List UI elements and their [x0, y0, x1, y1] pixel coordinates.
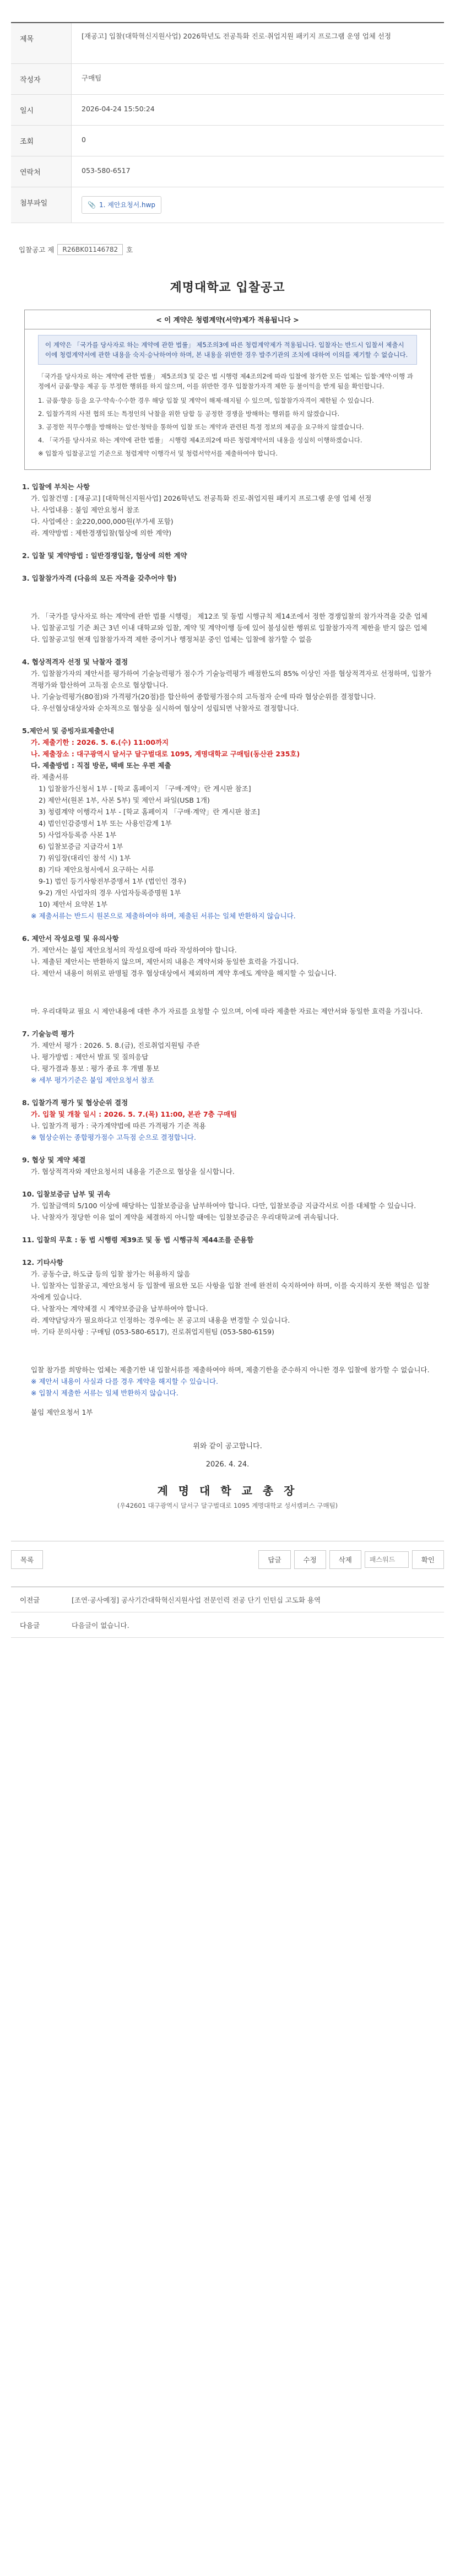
meta-row-contact [11, 156, 444, 187]
section-heading: 5.제안서 및 증빙자료제출안내 [22, 727, 115, 735]
section-line: 다. 제안서 내용이 허위로 판명될 경우 협상대상에서 제외하며 계약 후에도 계약을 해지할 수 있습니다. [31, 969, 337, 977]
section-line: 1) 입찰참가신청서 1부 - [학교 홈페이지 「구매·계약」란 게시판 참조] [39, 784, 251, 793]
next-post-row [11, 1612, 444, 1638]
section-line: ※ 협상순위는 종합평가점수 고득점 순으로 결정합니다. [31, 1133, 196, 1141]
paperclip-icon: 📎 [88, 201, 96, 209]
section-line: 가. 공동수급, 하도급 등의 입찰 참가는 허용하지 않음 [31, 1270, 191, 1278]
section-line: 마. 우리대학교 필요 시 제안내용에 대한 추가 자료를 요청할 수 있으며, 이에 따라 제출한 자료는 제안서와 동일한 효력을 가집니다. [31, 1007, 423, 1015]
section-line: 가. 협상적격자와 제안요청서의 내용을 기준으로 협상을 실시합니다. [31, 1167, 235, 1176]
section-heading: 8. 입찰가격 평가 및 협상순위 결정 [22, 1098, 128, 1107]
section-line [22, 1399, 433, 1406]
section-heading: 4. 협상적격자 선정 및 낙찰자 결정 [22, 658, 128, 666]
integrity-notice-item: 3. 공정한 직무수행을 방해하는 알선·청탁을 통하여 입찰 또는 계약과 관련된 특정 정보의 제공을 요구하지 않겠습니다. [38, 423, 364, 431]
document-title: 계명대학교 입찰공고 [170, 280, 285, 295]
prev-post-title[interactable]: [조연·공사예정] 공사기간대학혁신지원사업 전문인력 전공 단기 인턴십 고도화 용역 [72, 1595, 321, 1604]
edit-button[interactable]: 수정 [294, 1550, 326, 1569]
issuer-address: (우42601 대구광역시 달서구 달구벌대로 1095 계명대학교 성서캠퍼스 구매팀) [117, 1502, 338, 1509]
closing-statement: 위와 같이 공고합니다. [193, 1442, 262, 1451]
integrity-notice-box [24, 310, 431, 470]
section-line: 마. 기타 문의사항 : 구매팀 (053-580-6517), 진로취업지원팀 (053-580-6159) [31, 1328, 274, 1336]
section-line: 입찰 참가를 희망하는 업체는 제출기한 내 입찰서류를 제출하여야 하며, 제출기한을 준수하지 아니한 경우 입찰에 참가할 수 없습니다. [31, 1366, 430, 1374]
section-line: 붙임 제안요청서 1부 [31, 1408, 93, 1416]
post-title: [재공고] 입찰(대학혁신지원사업) 2026학년도 전공특화 진로·취업지원 패키지 프로그램 운영 업체 선정 [82, 32, 391, 40]
section-line: 7) 위임장(대리인 참석 시) 1부 [39, 854, 131, 862]
section-line: 8) 기타 제안요청서에서 요구하는 서류 [39, 865, 154, 874]
section-line: 2) 제안서(원본 1부, 사본 5부) 및 제안서 파일(USB 1개) [39, 796, 210, 804]
section-line: 가. 「국가를 당사자로 하는 계약에 관한 법률 시행령」 제12조 및 동법 시행규칙 제14조에서 정한 경쟁입찰의 참가자격을 갖춘 업체 [31, 612, 428, 620]
section-line: 다. 평가결과 통보 : 평가 종료 후 개별 통보 [31, 1064, 160, 1073]
meta-label: 첨부파일 [11, 187, 72, 223]
section-line: 다. 낙찰자는 계약체결 시 계약보증금을 납부하여야 합니다. [31, 1305, 208, 1313]
section-line: 나. 입찰가격 평가 : 국가계약법에 따른 가격평가 기준 적용 [31, 1122, 206, 1130]
section-heading: 2. 입찰 및 계약방법 : 일반경쟁입찰, 협상에 의한 계약 [22, 551, 187, 560]
post-content [11, 223, 444, 1510]
meta-label: 제목 [11, 23, 72, 63]
next-post-title: 다음글이 없습니다. [72, 1621, 129, 1630]
integrity-notice-highlight: 이 계약은 「국가를 당사자로 하는 계약에 관한 법률」 제5조의3에 따른 청렴계약제가 적용됩니다. 입찰자는 반드시 입찰서 제출시 이에 청렴계약서에 관한 내용을 숙지·승낙하여야 하며, 본 내용을 위반한 경우 발주기관의 조치에 대하여 이의를 제기할 수 없습니다. [38, 335, 417, 365]
section-line: 가. 제안서 평가 : 2026. 5. 8.(금), 진로취업지원팀 주관 [31, 1041, 200, 1049]
section-line: 4) 법인인감증명서 1부 또는 사용인감계 1부 [39, 819, 172, 827]
meta-label: 작성자 [11, 64, 72, 94]
password-input[interactable] [365, 1551, 409, 1568]
author-value: 구매팀 [82, 74, 102, 82]
notice-number-label: 입찰공고 제 [19, 246, 55, 254]
attachment-cell [72, 187, 444, 223]
section-line: 가. 제출기한 : 2026. 5. 6.(수) 11:00까지 [31, 738, 169, 746]
meta-row-attachment [11, 187, 444, 223]
section-line: 가. 제안서는 붙임 제안요청서의 작성요령에 따라 작성하여야 합니다. [31, 946, 237, 954]
section-line: 9-2) 개인 사업자의 경우 사업자등록증명원 1부 [39, 889, 181, 897]
section-heading: 7. 기술능력 평가 [22, 1030, 74, 1038]
integrity-notice-paragraph: 「국가를 당사자로 하는 계약에 관한 법률」 제5조의3 및 같은 법 시행령 제4조의2에 따라 입찰에 참가한 모든 업체는 입찰·계약·이행 과정에서 금품·향응 제공 등 부정한 행위를 하지 않으며, 이를 위반한 경우 입찰참가자격 제한 등 불이익을 받게 됨을 확인합니다. [38, 372, 413, 390]
date-value: 2026-04-24 15:50:24 [82, 105, 155, 113]
section-line: 다. 우선협상대상자와 순차적으로 협상을 실시하여 협상이 성립되면 낙찰자로 결정합니다. [31, 704, 299, 712]
section-line: 라. 계약담당자가 필요하다고 인정하는 경우에는 본 공고의 내용을 변경할 수 있습니다. [31, 1316, 290, 1324]
reply-button[interactable]: 답글 [258, 1550, 290, 1569]
action-bar [11, 1541, 444, 1578]
section-heading: 12. 기타사항 [22, 1258, 63, 1267]
section-line: ※ 세부 평가기준은 붙임 제안요청서 참조 [31, 1076, 154, 1084]
meta-row-views [11, 126, 444, 156]
section-line: 3) 청렴계약 이행각서 1부 - [학교 홈페이지 「구매·계약」란 게시판 참조] [39, 808, 260, 816]
integrity-notice-item: 2. 입찰가격의 사전 협의 또는 특정인의 낙찰을 위한 담합 등 공정한 경쟁을 방해하는 행위를 하지 않겠습니다. [38, 410, 340, 418]
views-value: 0 [82, 136, 86, 144]
meta-row-title [11, 23, 444, 64]
section-line [22, 979, 433, 1005]
post-navigation [11, 1587, 444, 1638]
integrity-notice-list [38, 396, 417, 458]
confirm-button[interactable]: 확인 [412, 1550, 444, 1569]
section-line: 나. 입찰공고일 기준 최근 3년 이내 대학교와 입찰, 계약 및 계약이행 등에 있어 불성실한 행위로 입찰참가자격 제한을 받지 않은 업체 [31, 624, 427, 632]
section-line: 나. 제출된 제안서는 반환하지 않으며, 제안서의 내용은 계약서와 동일한 효력을 가집니다. [31, 957, 299, 966]
section-line: 나. 평가방법 : 제안서 발표 및 질의응답 [31, 1053, 149, 1061]
meta-row-author [11, 64, 444, 95]
section-line: 10) 제안서 요약본 1부 [39, 900, 108, 908]
post-actions [258, 1550, 444, 1569]
issuer-name: 계 명 대 학 교 총 장 [157, 1484, 298, 1497]
post-meta-table [11, 22, 444, 223]
prev-post-label: 이전글 [20, 1595, 40, 1604]
notice-number [19, 244, 436, 255]
section-heading: 6. 제안서 작성요령 및 유의사항 [22, 934, 119, 943]
section-heading: 10. 입찰보증금 납부 및 귀속 [22, 1190, 111, 1198]
section-line: 가. 입찰 및 개찰 일시 : 2026. 5. 7.(목) 11:00, 본관 7층 구매팀 [31, 1110, 237, 1118]
section-line: 라. 제출서류 [31, 773, 69, 781]
section-line [22, 584, 433, 610]
section-heading: 1. 입찰에 부치는 사항 [22, 483, 90, 491]
section-heading: 3. 입찰참가자격 (다음의 모든 자격을 갖추어야 함) [22, 574, 177, 582]
section-line: 가. 입찰참가자의 제안서를 평가하여 기술능력평가 점수가 기술능력평가 배점한도의 85% 이상인 자를 협상적격자로 선정하며, 입찰가격평가와 합산하여 고득점 순으로 협상합니다. [31, 669, 432, 689]
section-heading: 9. 협상 및 계약 체결 [22, 1156, 86, 1164]
attachment-link[interactable] [82, 196, 161, 214]
section-line: 6) 입찰보증금 지급각서 1부 [39, 842, 123, 851]
notice-number-value: R26BK01146782 [57, 244, 123, 255]
attachment-filename: 1. 제안요청서.hwp [99, 201, 156, 209]
prev-post-row[interactable] [11, 1587, 444, 1612]
section-line: 다. 입찰공고일 현재 입찰참가자격 제한 중이거나 행정처분 중인 업체는 입찰에 참가할 수 없음 [31, 635, 312, 643]
section-line: 나. 제출장소 : 대구광역시 달서구 달구벌대로 1095, 계명대학교 구매팀(동산관 235호) [31, 750, 300, 758]
section-line: ※ 입찰시 제출한 서류는 일체 반환하지 않습니다. [31, 1389, 178, 1397]
section-line [22, 1338, 433, 1364]
section-line: 나. 사업내용 : 붙임 제안요청서 참조 [31, 506, 140, 514]
section-line: ※ 제출서류는 반드시 원본으로 제출하여야 하며, 제출된 서류는 일체 반환하지 않습니다. [31, 912, 296, 920]
meta-label: 일시 [11, 95, 72, 125]
integrity-notice-item: 4. 「국가를 당사자로 하는 계약에 관한 법률」 시행령 제4조의2에 따른 청렴계약서의 내용을 성실히 이행하겠습니다. [38, 436, 362, 444]
notice-date: 2026. 4. 24. [205, 1460, 250, 1469]
contact-value: 053-580-6517 [82, 166, 131, 175]
integrity-notice-heading: < 이 계약은 청렴계약(서약)제가 적용됩니다 > [25, 310, 430, 329]
section-line: 라. 계약방법 : 제한경쟁입찰(협상에 의한 계약) [31, 529, 172, 537]
notice-body [22, 481, 433, 1418]
section-line: 다. 사업예산 : 金220,000,000원(부가세 포함) [31, 517, 174, 526]
section-heading: 11. 입찰의 무효 : 동 법 시행령 제39조 및 동 법 시행규칙 제44조를 준용함 [22, 1236, 254, 1244]
next-post-label: 다음글 [20, 1621, 40, 1630]
notice-number-suffix: 호 [126, 246, 133, 254]
section-line: 나. 기술능력평가(80점)와 가격평가(20점)를 합산하여 종합평가점수의 고득점자 순에 따라 협상순위를 결정합니다. [31, 692, 376, 701]
section-line: ※ 제안서 내용이 사실과 다를 경우 계약을 해지할 수 있습니다. [31, 1377, 219, 1386]
integrity-notice-item: 1. 금품·향응 등을 요구·약속·수수한 경우 해당 입찰 및 계약이 해제·해지될 수 있으며, 입찰참가자격이 제한될 수 있습니다. [38, 397, 374, 404]
delete-button[interactable]: 삭제 [329, 1550, 361, 1569]
section-line: 가. 입찰건명 : [재공고] [대학혁신지원사업] 2026학년도 전공특화 진로·취업지원 패키지 프로그램 운영 업체 선정 [31, 494, 372, 502]
section-line: 9-1) 법인 등기사항전부증명서 1부 (법인인 경우) [39, 877, 187, 885]
section-line: 나. 입찰자는 입찰공고, 제안요청서 등 입찰에 필요한 모든 사항을 입찰 전에 완전히 숙지하여야 하며, 이를 숙지하지 못한 책임은 입찰자에게 있습니다. [31, 1281, 430, 1301]
section-line: 가. 입찰금액의 5/100 이상에 해당하는 입찰보증금을 납부하여야 합니다. 다만, 입찰보증금 지급각서로 이를 대체할 수 있습니다. [31, 1202, 416, 1210]
section-line: 다. 제출방법 : 직접 방문, 택배 또는 우편 제출 [31, 761, 171, 770]
section-line: 나. 낙찰자가 정당한 이유 없이 계약을 체결하지 아니할 때에는 입찰보증금은 우리대학교에 귀속됩니다. [31, 1213, 339, 1221]
meta-row-date [11, 95, 444, 126]
section-line: 5) 사업자등록증 사본 1부 [39, 831, 117, 839]
meta-label: 연락처 [11, 156, 72, 187]
list-button[interactable]: 목록 [11, 1550, 43, 1569]
meta-label: 조회 [11, 126, 72, 156]
integrity-notice-item: ※ 입찰자 입찰공고일 기준으로 청렴계약 이행각서 및 청렴서약서를 제출하여야 합니다. [38, 450, 278, 457]
